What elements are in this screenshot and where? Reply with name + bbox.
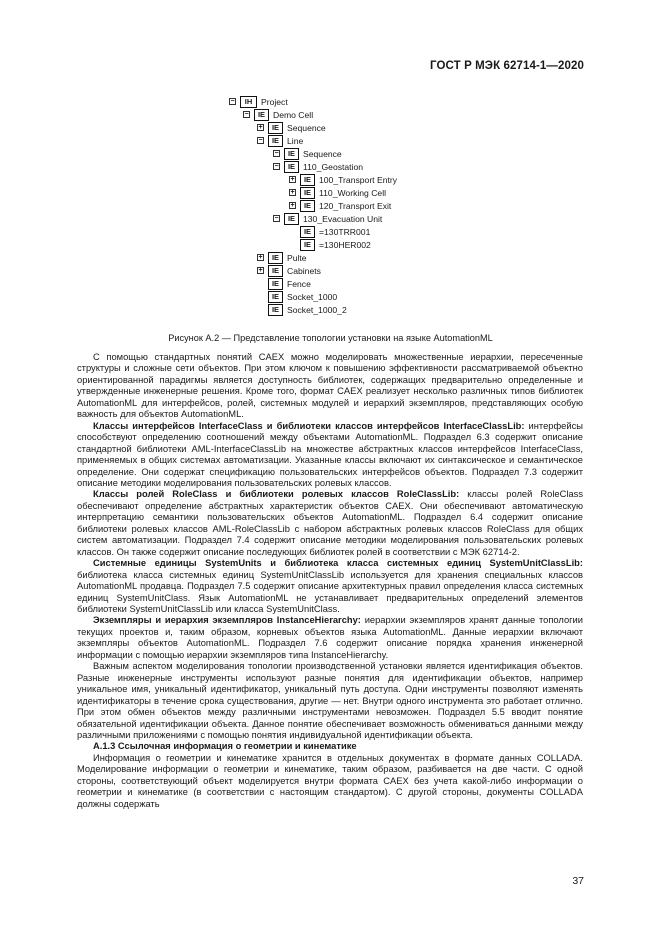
internal-element-icon: IE — [284, 161, 299, 173]
internal-element-icon: IE — [284, 148, 299, 160]
tree-label: Sequence — [303, 148, 342, 159]
paragraph-term: Экземпляры и иерархия экземпляров InstanceHierarchy: — [93, 615, 361, 626]
internal-element-icon: IE — [300, 226, 315, 238]
collapse-icon: − — [274, 163, 279, 170]
paragraph-text: иерархии экземпляров хранят данные топологии текущих проектов и, таким образом, корневых объектов языка AutomationML. Данные иерархии включают экземпляры объектов AutomationML. Подраздел 7.6 содержит описание порядка хранения инженерной информации с помощью иерархии экземпляров типа InstanceHierarchy. — [77, 615, 583, 660]
tree-label: 110_Geostation — [303, 161, 364, 172]
page-number: 37 — [572, 875, 584, 887]
internal-element-icon: IE — [268, 252, 283, 264]
internal-element-icon: IE — [268, 122, 283, 134]
paragraph-term: Классы интерфейсов InterfaceClass и библиотеки классов интерфейсов InterfaceClassLib: — [93, 420, 525, 431]
tree-node-fence — [268, 277, 311, 290]
paragraph-text: библиотека класса системных единиц SystemUnitClassLib используется для хранения специальных классов AutomationML продавца. Подраздел 7.5 содержит описание архитектурных правил определения класса системных единиц SystemUnitClass. Язык AutomationML не устанавливает предварительных определений элементов библиотеки SystemUnitClassLib или класса SystemUnitClass. — [77, 569, 583, 614]
tree-label: Pulte — [287, 252, 307, 263]
expand-icon: + — [290, 176, 295, 183]
paragraph: Информация о геометрии и кинематике хранится в отдельных документах в формате данных COLLADA. Моделирование информации о геометрии и кинематике, таким образом, разбивается на две части. С одной стороны, соответствующий объект моделируется внутри формата CAEX без учета какой-либо информации о геометрии и кинематике (в соответствии с настоящим стандартом). С другой стороны, документы COLLADA должны содержать — [77, 752, 583, 809]
collapse-icon: − — [274, 215, 279, 222]
tree-node-line — [257, 134, 303, 147]
figure-caption: Рисунок А.2 — Представление топологии установки на языке AutomationML — [168, 333, 493, 343]
document-header: ГОСТ Р МЭК 62714-1—2020 — [430, 60, 584, 72]
tree-node-socket-1000-2 — [268, 303, 347, 316]
internal-element-icon: IE — [300, 174, 315, 186]
internal-element-icon: IE — [268, 135, 283, 147]
tree-label: Project — [261, 96, 288, 107]
topology-tree — [0, 0, 661, 330]
tree-node-transport-exit — [289, 199, 391, 212]
expand-icon: + — [290, 189, 295, 196]
internal-element-icon: IE — [284, 213, 299, 225]
tree-node-demo-cell — [243, 108, 313, 121]
tree-label: Cabinets — [287, 265, 321, 276]
internal-element-icon: IE — [300, 239, 315, 251]
tree-label: Demo Cell — [273, 109, 314, 120]
paragraph-text: интерфейсы способствуют определению соотношений между объектами AutomationML. Подраздел 6.3 содержит описание стандартной библиотеки AML-InterfaceClassLib на множестве абстрактных классов интерфейсов InterfaceClass, применяемых в общих системах автоматизации. Указанные классы включают их синтаксическое и семантическое определение. Они содержат спецификацию пользовательских интерфейсов объектов. Подраздел 7.3 содержит описание методики моделирования пользовательских ролевых классов. — [77, 420, 583, 488]
internal-element-icon: IE — [300, 200, 315, 212]
tree-label: 130_Evacuation Unit — [303, 213, 383, 224]
tree-label: 120_Transport Exit — [319, 200, 392, 211]
tree-node-cabinets — [257, 264, 321, 277]
tree-label: 110_Working Cell — [319, 187, 387, 198]
paragraph-term: Системные единицы SystemUnits и библиотека класса системных единиц SystemUnitClassLib: — [93, 558, 583, 569]
tree-node-sequence — [257, 121, 326, 134]
tree-node-working-cell — [289, 186, 386, 199]
internal-element-icon: IE — [300, 187, 315, 199]
tree-node-evacuation-unit — [273, 212, 382, 225]
expand-icon: + — [258, 254, 263, 261]
tree-node-project — [229, 95, 288, 108]
expand-icon: + — [258, 124, 263, 131]
collapse-icon: − — [274, 150, 279, 157]
paragraph-term: Классы ролей RoleClass и библиотеки ролевых классов RoleClassLib: — [93, 489, 460, 500]
tree-node-geostation — [273, 160, 363, 173]
tree-label: Socket_1000 — [287, 291, 338, 302]
tree-label: Line — [287, 135, 304, 146]
paragraph — [77, 489, 583, 558]
collapse-icon: − — [244, 111, 249, 118]
internal-element-icon: IE — [268, 265, 283, 277]
tree-label: Socket_1000_2 — [287, 304, 347, 315]
tree-node-line-sequence — [273, 147, 342, 160]
tree-label: Fence — [287, 278, 311, 289]
document-body — [77, 352, 583, 810]
paragraph: Важным аспектом моделирования топологии производственной установки является идентификация объектов. Разные инженерные инструменты используют разные понятия для идентификации объектов, например уникальное имя, уникальный идентификатор, уникальный путь доступа. Одни инструменты позволяют изменять идентификаторы в течение срока существования, другие — нет. Внутри одного инструмента это работает отлично. При этом обмен объектов между различными инструментами невозможен. Подраздел 5.5 вводит понятие обязательной идентификации объекта. Данное понятие обеспечивает возможность обмениваться данными между различными приложениями с помощью понятия индивидуальной идентификации объекта. — [77, 661, 583, 740]
tree-label: Sequence — [287, 122, 326, 133]
paragraph-text: классы ролей RoleClass обеспечивают определение абстрактных характеристик объектов CAEX. Они обеспечивают автоматическую интерпретацию семантики пользовательских объектов AutomationML. Подраздел 6.4 содержит описание библиотеки ролевых классов AML-RoleClassLib с набором абстрактных ролевых классов RoleClass для общих систем автоматизации. Подраздел 7.4 содержит описание методики моделирования пользовательских ролевых классов. Он также содержит описание последующих библиотек ролей в соответствии с МЭК 62714-2. — [77, 489, 583, 557]
paragraph — [77, 615, 583, 661]
tree-node-transport-entry — [289, 173, 397, 186]
expand-icon: + — [258, 267, 263, 274]
tree-label: =130HER002 — [319, 239, 371, 250]
paragraph — [77, 421, 583, 490]
internal-element-icon: IE — [268, 304, 283, 316]
section-heading: А.1.3 Ссылочная информация о геометрии и кинематике — [93, 741, 357, 752]
internal-element-icon: IE — [268, 278, 283, 290]
collapse-icon: − — [230, 98, 235, 105]
tree-label: 100_Transport Entry — [319, 174, 398, 185]
tree-label: =130TRR001 — [319, 226, 371, 237]
tree-node-pulte — [257, 251, 307, 264]
tree-node-socket-1000 — [268, 290, 337, 303]
internal-element-icon: IE — [268, 291, 283, 303]
collapse-icon: − — [258, 137, 263, 144]
tree-node-her — [300, 238, 371, 251]
instance-hierarchy-icon: IH — [240, 96, 257, 108]
paragraph: С помощью стандартных понятий CAEX можно моделировать множественные иерархии, пересеченные структуры и сложные сети объектов. При этом ключом к повышению эффективности рассматриваемой объектно ориентированной парадигмы является доступность библиотек, содержащих предварительно определенные и утвержденные инженерные решения. Кроме того, формат CAEX реализует несколько различных типов библиотек AutomationML для интерфейсов, ролей, системных модулей и иерархий экземпляров, представляющих особую важность для объектов AutomationML. — [77, 352, 583, 420]
internal-element-icon: IE — [254, 109, 269, 121]
paragraph — [77, 558, 583, 615]
tree-node-trr — [300, 225, 370, 238]
expand-icon: + — [290, 202, 295, 209]
